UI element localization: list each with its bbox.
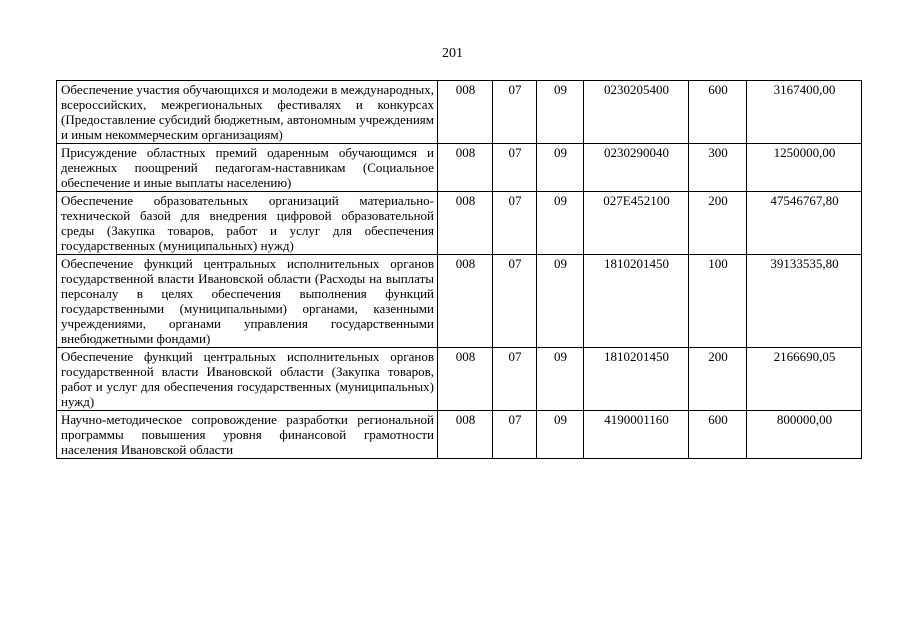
row-expense-type: 200 bbox=[689, 348, 747, 411]
row-amount: 2166690,05 bbox=[747, 348, 862, 411]
row-description: Обеспечение участия обучающихся и молодежи в международных, всероссийских, межрегиональных фестивалях и конкурсах (Предоставление субсидий бюджетным, автономным учреждениям и иным некоммерческим организациям) bbox=[57, 81, 438, 144]
row-expense-type: 100 bbox=[689, 255, 747, 348]
row-subsection-code: 09 bbox=[537, 144, 584, 192]
page-number: 201 bbox=[442, 46, 463, 61]
row-subsection-code: 09 bbox=[537, 411, 584, 459]
table-row bbox=[57, 192, 862, 255]
row-expense-type: 600 bbox=[689, 411, 747, 459]
row-subsection-code: 09 bbox=[537, 348, 584, 411]
row-target-article: 1810201450 bbox=[584, 348, 689, 411]
row-section-code: 07 bbox=[493, 411, 537, 459]
row-grbs-code: 008 bbox=[438, 411, 493, 459]
row-target-article: 4190001160 bbox=[584, 411, 689, 459]
row-subsection-code: 09 bbox=[537, 81, 584, 144]
budget-table-body bbox=[57, 81, 862, 459]
table-row bbox=[57, 348, 862, 411]
row-grbs-code: 008 bbox=[438, 192, 493, 255]
row-target-article: 0230290040 bbox=[584, 144, 689, 192]
row-description: Присуждение областных премий одаренным обучающимся и денежных поощрений педагогам-наставникам (Социальное обеспечение и иные выплаты населению) bbox=[57, 144, 438, 192]
row-grbs-code: 008 bbox=[438, 348, 493, 411]
row-section-code: 07 bbox=[493, 192, 537, 255]
row-expense-type: 600 bbox=[689, 81, 747, 144]
row-subsection-code: 09 bbox=[537, 192, 584, 255]
budget-table bbox=[56, 80, 862, 459]
row-expense-type: 300 bbox=[689, 144, 747, 192]
row-description: Научно-методическое сопровождение разработки региональной программы повышения уровня финансовой грамотности населения Ивановской области bbox=[57, 411, 438, 459]
table-row bbox=[57, 81, 862, 144]
table-row bbox=[57, 144, 862, 192]
table-row bbox=[57, 255, 862, 348]
table-row bbox=[57, 411, 862, 459]
row-description: Обеспечение функций центральных исполнительных органов государственной власти Ивановской области (Расходы на выплаты персоналу в целях обеспечения выполнения функций государственными (муниципальными) органами, казенными учреждениями, органами управления государственными внебюджетными фондами) bbox=[57, 255, 438, 348]
row-section-code: 07 bbox=[493, 255, 537, 348]
row-section-code: 07 bbox=[493, 348, 537, 411]
row-amount: 47546767,80 bbox=[747, 192, 862, 255]
row-grbs-code: 008 bbox=[438, 81, 493, 144]
row-subsection-code: 09 bbox=[537, 255, 584, 348]
row-description: Обеспечение образовательных организаций материально-технической базой для внедрения цифровой образовательной среды (Закупка товаров, работ и услуг для обеспечения государственных (муниципальных) нужд) bbox=[57, 192, 438, 255]
row-amount: 39133535,80 bbox=[747, 255, 862, 348]
row-description: Обеспечение функций центральных исполнительных органов государственной власти Ивановской области (Закупка товаров, работ и услуг для обеспечения государственных (муниципальных) нужд) bbox=[57, 348, 438, 411]
row-target-article: 0230205400 bbox=[584, 81, 689, 144]
row-grbs-code: 008 bbox=[438, 144, 493, 192]
row-target-article: 1810201450 bbox=[584, 255, 689, 348]
row-grbs-code: 008 bbox=[438, 255, 493, 348]
row-section-code: 07 bbox=[493, 81, 537, 144]
row-target-article: 027E452100 bbox=[584, 192, 689, 255]
row-section-code: 07 bbox=[493, 144, 537, 192]
row-amount: 3167400,00 bbox=[747, 81, 862, 144]
row-amount: 1250000,00 bbox=[747, 144, 862, 192]
row-expense-type: 200 bbox=[689, 192, 747, 255]
row-amount: 800000,00 bbox=[747, 411, 862, 459]
